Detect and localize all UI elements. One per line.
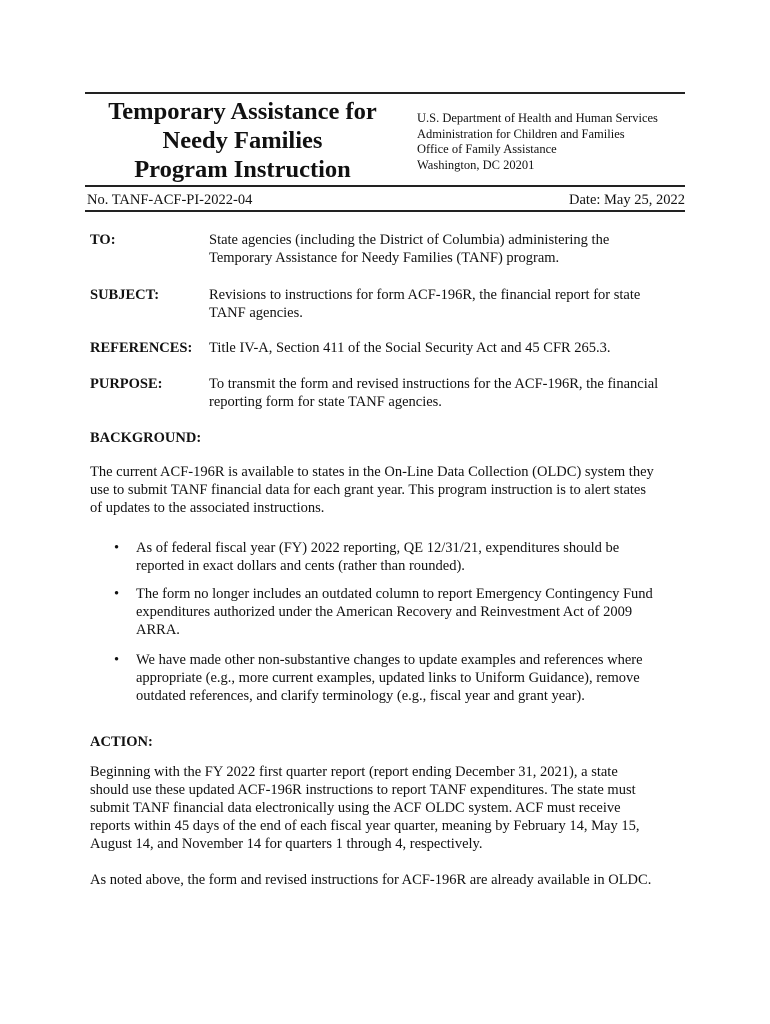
purpose-field: [90, 375, 685, 411]
paragraph-line: August 14, and November 14 for quarters 1 through 4, respectively.: [90, 836, 483, 852]
to-value: [209, 231, 685, 267]
to-label: TO:: [90, 232, 116, 248]
title-line: Needy Families: [162, 127, 323, 154]
header-middle-rule: [85, 185, 685, 187]
title-line: Temporary Assistance for: [108, 98, 377, 125]
agency-address: [417, 111, 658, 173]
bullet-line: As of federal fiscal year (FY) 2022 reporting, QE 12/31/21, expenditures should be: [136, 540, 620, 556]
agency-line: Office of Family Assistance: [417, 142, 557, 156]
paragraph-line: The current ACF-196R is available to states in the On-Line Data Collection (OLDC) system they: [90, 464, 654, 480]
purpose-label: PURPOSE:: [90, 376, 163, 392]
bullet-line: expenditures authorized under the American Recovery and Reinvestment Act of 2009: [136, 604, 633, 620]
paragraph-line: Beginning with the FY 2022 first quarter report (report ending December 31, 2021), a state: [90, 764, 618, 780]
agency-line: Washington, DC 20201: [417, 157, 535, 172]
to-line: State agencies (including the District of Columbia) administering the: [209, 232, 610, 248]
action-heading: ACTION:: [90, 734, 153, 750]
bullet-icon: •: [114, 540, 120, 556]
bullet-text: [136, 539, 619, 575]
purpose-line: reporting form for state TANF agencies.: [209, 394, 442, 410]
subject-value: [209, 286, 685, 322]
bullet-item: [90, 585, 685, 639]
agency-line: U.S. Department of Health and Human Services: [417, 111, 658, 125]
paragraph-line: submit TANF financial data electronically using the ACF OLDC system. ACF must receive: [90, 800, 621, 816]
bullet-line: The form no longer includes an outdated column to report Emergency Contingency Fund: [136, 586, 653, 602]
bullet-line: reported in exact dollars and cents (rather than rounded).: [136, 558, 465, 574]
paragraph-line: of updates to the associated instructions.: [90, 500, 325, 516]
paragraph-line: use to submit TANF financial data for each grant year. This program instruction is to alert states: [90, 482, 647, 498]
paragraph-line: should use these updated ACF-196R instructions to report TANF expenditures. The state must: [90, 782, 636, 798]
bullet-line: appropriate (e.g., more current examples, updated links to Uniform Guidance), remove: [136, 670, 640, 686]
purpose-value: [209, 375, 685, 411]
purpose-line: To transmit the form and revised instructions for the ACF-196R, the financial: [209, 376, 659, 392]
header-bottom-rule: [85, 210, 685, 212]
subject-line: TANF agencies.: [209, 305, 303, 321]
title-line: Program Instruction: [134, 156, 351, 183]
subject-label: SUBJECT:: [90, 287, 160, 303]
background-paragraph: [90, 463, 685, 517]
paragraph-line: As noted above, the form and revised instructions for ACF-196R are already available in OLDC.: [90, 872, 652, 888]
references-value: [209, 339, 685, 357]
references-line: Title IV-A, Section 411 of the Social Security Act and 45 CFR 265.3.: [209, 340, 611, 356]
bullet-icon: •: [114, 652, 120, 668]
agency-line: Administration for Children and Families: [417, 126, 625, 141]
bullet-line: We have made other non-substantive changes to update examples and references where: [136, 652, 643, 668]
instruction-number: No. TANF-ACF-PI-2022-04: [87, 192, 253, 208]
bullet-line: ARRA.: [136, 622, 180, 638]
bullet-line: outdated references, and clarify terminology (e.g., fiscal year and grant year).: [136, 688, 585, 704]
paragraph-line: reports within 45 days of the end of each fiscal year quarter, meaning by February 14, May 15,: [90, 818, 640, 834]
bullet-text: [136, 651, 643, 705]
subject-field: [90, 286, 685, 322]
action-note-paragraph: [90, 871, 685, 889]
background-heading: BACKGROUND:: [90, 430, 202, 446]
references-field: [90, 339, 685, 357]
subject-line: Revisions to instructions for form ACF-196R, the financial report for state: [209, 287, 641, 303]
document-title: [85, 97, 400, 184]
bullet-item: [90, 651, 685, 705]
bullet-text: [136, 585, 653, 639]
issue-date: Date: May 25, 2022: [569, 192, 685, 208]
bullet-icon: •: [114, 586, 120, 602]
action-paragraph: [90, 763, 685, 853]
to-line: Temporary Assistance for Needy Families (TANF) program.: [209, 250, 560, 266]
header-top-rule: [85, 92, 685, 94]
document-meta: [85, 191, 685, 209]
bullet-item: [90, 539, 685, 575]
to-field: [90, 231, 685, 267]
references-label: REFERENCES:: [90, 340, 193, 356]
